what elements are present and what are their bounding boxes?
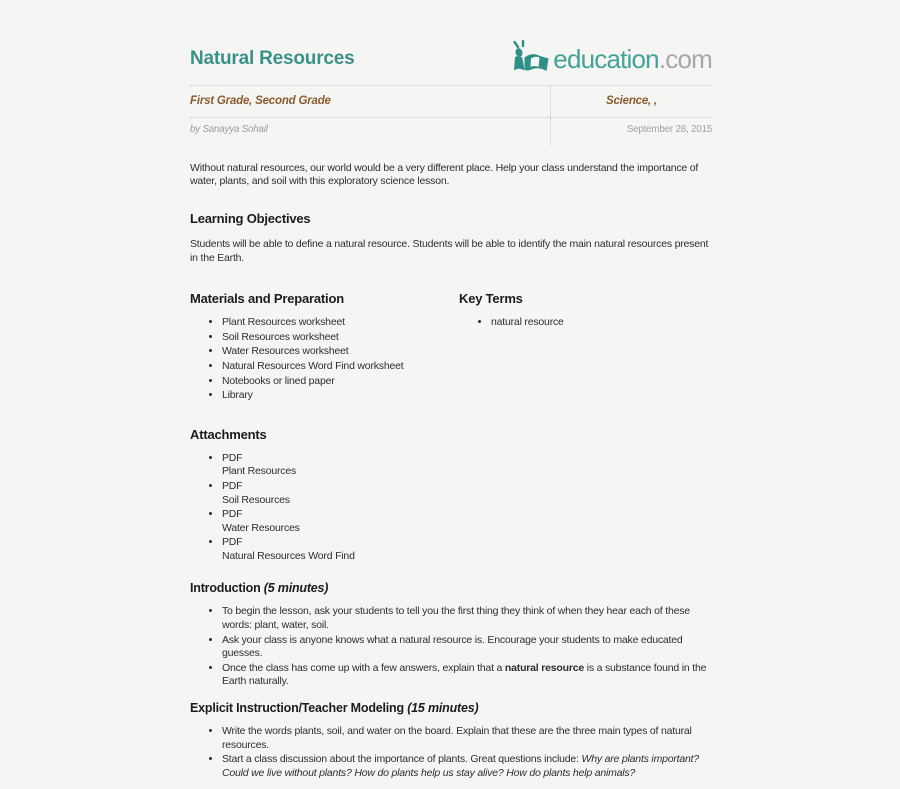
section-attachments — [190, 427, 712, 564]
lesson-plan-document — [190, 0, 712, 780]
bullet-text: To begin the lesson, ask your students to tell you the first thing they think of when they hear each of these words: plant, water, soil. — [222, 605, 690, 632]
grade-levels: First Grade, Second Grade — [190, 94, 331, 107]
section-learning-objectives — [190, 211, 712, 265]
attachment-link[interactable]: Soil Resources — [222, 493, 290, 506]
section-explicit-instruction — [190, 701, 712, 780]
list-item: • natural resource — [491, 316, 712, 330]
header — [190, 40, 712, 85]
key-terms-heading: Key Terms — [459, 291, 523, 307]
logo-wordmark: education — [553, 44, 659, 75]
page-title: Natural Resources — [190, 48, 355, 70]
step-duration: (15 minutes) — [407, 701, 479, 716]
explicit-instruction-heading — [190, 701, 712, 716]
attachment-item — [222, 508, 712, 535]
attachment-link[interactable]: Water Resources — [222, 521, 300, 534]
step-title: Introduction — [190, 581, 261, 596]
attachment-type: • PDF — [222, 479, 243, 492]
attachment-type: • PDF — [222, 536, 243, 549]
meta-row-byline-date — [190, 118, 712, 146]
step-duration: (5 minutes) — [263, 581, 329, 596]
list-item: • Library — [222, 389, 459, 403]
author-byline: by Sanayya Sohail — [190, 124, 268, 136]
learning-objectives-heading: Learning Objectives — [190, 210, 311, 226]
list-item: • Notebooks or lined paper — [222, 375, 459, 389]
attachment-item — [222, 536, 712, 563]
bullet-text: Once the class has come up with a few answers, explain that a — [222, 661, 505, 674]
lesson-overview: Without natural resources, our world would be a very different place. Help your class understand the importance of water, plants, and soil with this exploratory science lesson. — [190, 161, 699, 188]
list-item: • Soil Resources worksheet — [222, 331, 459, 345]
meta-row-grades-subject — [190, 85, 712, 119]
attachment-item — [222, 480, 712, 507]
attachment-link[interactable]: Plant Resources — [222, 465, 297, 478]
open-book-logo-icon — [510, 40, 550, 79]
section-introduction — [190, 581, 712, 689]
explicit-instruction-bullets — [190, 725, 712, 780]
discussion-questions: Why are plants important? Could we live without plants? How do plants help us stay alive? How do plants help animals? — [222, 753, 700, 779]
list-item — [222, 634, 712, 661]
list-item: • Plant Resources worksheet — [222, 316, 459, 330]
key-terms-column — [459, 291, 712, 404]
introduction-bullets — [190, 605, 712, 689]
key-term-emphasis: natural resource — [504, 661, 585, 674]
step-title: Explicit Instruction/Teacher Modeling — [190, 701, 404, 716]
attachments-heading: Attachments — [190, 426, 267, 442]
attachment-type: • PDF — [222, 451, 243, 464]
bullet-text: is a substance found in the Earth naturally. — [222, 661, 707, 688]
list-item: • Water Resources worksheet — [222, 345, 459, 359]
list-item: • Natural Resources Word Find worksheet — [222, 360, 459, 374]
bullet-text: Start a class discussion about the importance of plants. Great questions include: — [222, 753, 582, 766]
materials-heading: Materials and Preparation — [190, 291, 344, 307]
list-item — [222, 662, 712, 689]
list-item — [222, 725, 712, 752]
learning-objectives-body: Students will be able to define a natural resource. Students will be able to identify the main natural resources present in the Earth. — [190, 237, 709, 264]
attachments-list — [190, 452, 712, 564]
introduction-heading — [190, 581, 712, 596]
attachment-type: • PDF — [222, 508, 243, 521]
list-item — [222, 605, 712, 632]
education-com-logo[interactable] — [510, 40, 712, 79]
list-item — [222, 753, 712, 780]
publish-date: September 28, 2015 — [626, 124, 712, 136]
logo-tld: .com — [658, 44, 712, 75]
attachment-item — [222, 452, 712, 479]
subject-label: Science, , — [605, 94, 658, 107]
materials-list — [190, 316, 459, 403]
key-terms-list — [459, 316, 712, 330]
bullet-text: Write the words plants, soil, and water on the board. Explain that these are the three main types of natural resources. — [222, 725, 692, 751]
attachment-link[interactable]: Natural Resources Word Find — [222, 549, 355, 562]
materials-column — [190, 291, 459, 404]
section-materials-keyterms — [190, 291, 712, 404]
bullet-text: Ask your class is anyone knows what a natural resource is. Encourage your students to make educated guesses. — [222, 633, 683, 660]
